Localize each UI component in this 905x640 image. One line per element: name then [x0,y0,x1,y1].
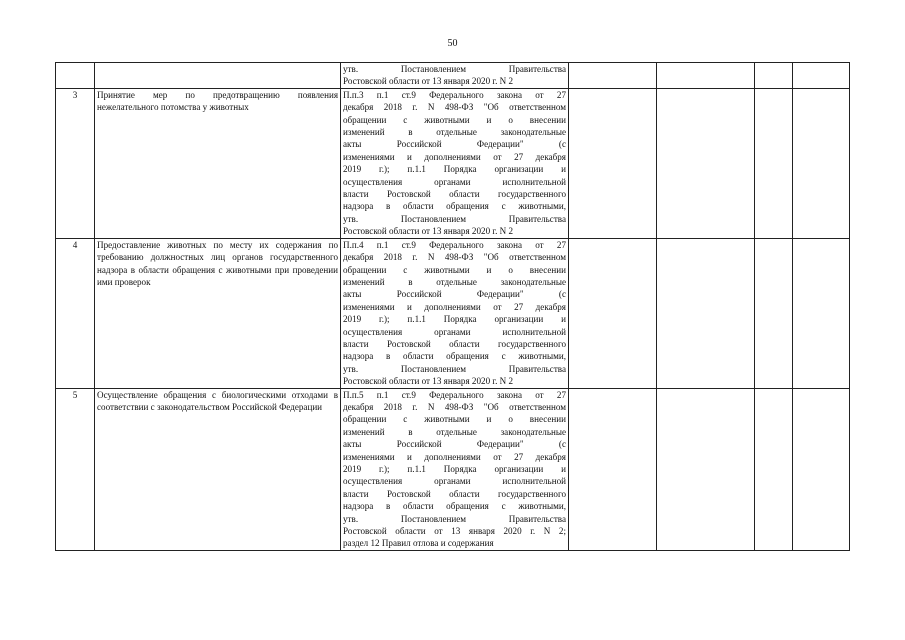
row-number [56,63,95,89]
legal-basis-line: Ростовской области от 13 января 2020 г. N 2 [343,226,514,237]
legal-basis-line: обращении с животными и о внесении [343,264,566,275]
empty-cell [569,88,657,238]
legal-basis-line: надзора в области обращения с животными, [343,501,566,512]
legal-basis-line: утв. Постановлением Правительства [343,363,566,374]
legal-basis-line: обращении с животными и о внесении [343,114,566,125]
page-number: 50 [447,38,458,49]
empty-cell [793,388,850,550]
empty-cell [755,388,793,550]
empty-cell [657,388,755,550]
legal-basis-line: раздел 12 Правил отлова и содержания [343,538,494,549]
legal-basis-line: изменений в отдельные законодательные [343,127,566,138]
legal-basis-line: акты Российской Федерации" (с [343,139,566,150]
legal-basis-line: Ростовской области от 13 января 2020 г. N 2 [343,376,514,387]
legal-basis [341,238,569,388]
legal-basis-line: изменений в отдельные законодательные [343,426,566,437]
legal-basis-line: П.п.5 п.1 ст.9 Федерального закона от 27 [343,389,566,400]
table-row [56,238,850,388]
row-number: 4 [56,238,95,388]
requirement-text: Осуществление обращения с биологическими отходами в соответствии с законодательством Российской Федерации [95,388,341,550]
legal-basis [341,88,569,238]
legal-basis-line: П.п.4 п.1 ст.9 Федерального закона от 27 [343,239,566,250]
legal-basis-line: Ростовской области от 13 января 2020 г. N 2 [343,76,514,87]
legal-basis-line: утв. Постановлением Правительства [343,213,566,224]
requirement-text: Предоставление животных по месту их содержания по требованию должностных лиц органов государственного надзора в области обращения с животными при проведении ими проверок [95,238,341,388]
legal-basis-line: П.п.3 п.1 ст.9 Федерального закона от 27 [343,89,566,100]
empty-cell [657,63,755,89]
legal-basis-line: Ростовской области от 13 января 2020 г. N 2; [343,526,566,537]
legal-basis-line: декабря 2018 г. N 498-ФЗ "Об ответственном [343,401,566,412]
legal-basis-line: власти Ростовской области государственного [343,338,566,349]
legal-basis [341,388,569,550]
legal-basis-line: утв. Постановлением Правительства [343,513,566,524]
legal-basis-line: утв. Постановлением Правительства [343,64,566,74]
legal-basis-line: надзора в области обращения с животными, [343,201,566,212]
legal-basis-line: надзора в области обращения с животными, [343,351,566,362]
legal-basis-line: осуществления органами исполнительной [343,326,566,337]
legal-basis-line: изменений в отдельные законодательные [343,276,566,287]
empty-cell [755,88,793,238]
empty-cell [569,388,657,550]
empty-cell [755,63,793,89]
empty-cell [569,238,657,388]
empty-cell [657,88,755,238]
legal-basis-line: изменениями и дополнениями от 27 декабря [343,151,566,162]
table-row [56,63,850,89]
legal-basis-line: изменениями и дополнениями от 27 декабря [343,451,566,462]
empty-cell [793,63,850,89]
legal-basis-line: декабря 2018 г. N 498-ФЗ "Об ответственном [343,102,566,113]
empty-cell [793,88,850,238]
empty-cell [793,238,850,388]
requirement-text [95,63,341,89]
legal-basis [341,63,569,89]
legal-basis-line: 2019 г.); п.1.1 Порядка организации и [343,314,566,325]
legal-basis-line: обращении с животными и о внесении [343,414,566,425]
legal-basis-line: акты Российской Федерации" (с [343,439,566,450]
legal-basis-line: власти Ростовской области государственного [343,488,566,499]
legal-basis-line: изменениями и дополнениями от 27 декабря [343,301,566,312]
table-row [56,88,850,238]
row-number: 3 [56,88,95,238]
legal-basis-line: 2019 г.); п.1.1 Порядка организации и [343,464,566,474]
row-number: 5 [56,388,95,550]
empty-cell [569,63,657,89]
requirements-table [55,62,850,551]
table-row [56,388,850,550]
empty-cell [657,238,755,388]
legal-basis-line: акты Российской Федерации" (с [343,289,566,300]
legal-basis-line: осуществления органами исполнительной [343,176,566,187]
legal-basis-line: 2019 г.); п.1.1 Порядка организации и [343,164,566,175]
legal-basis-line: осуществления органами исполнительной [343,476,566,487]
legal-basis-line: декабря 2018 г. N 498-ФЗ "Об ответственном [343,252,566,263]
empty-cell [755,238,793,388]
table-body [56,63,850,551]
requirement-text: Принятие мер по предотвращению появления нежелательного потомства у животных [95,88,341,238]
legal-basis-line: власти Ростовской области государственного [343,189,566,200]
